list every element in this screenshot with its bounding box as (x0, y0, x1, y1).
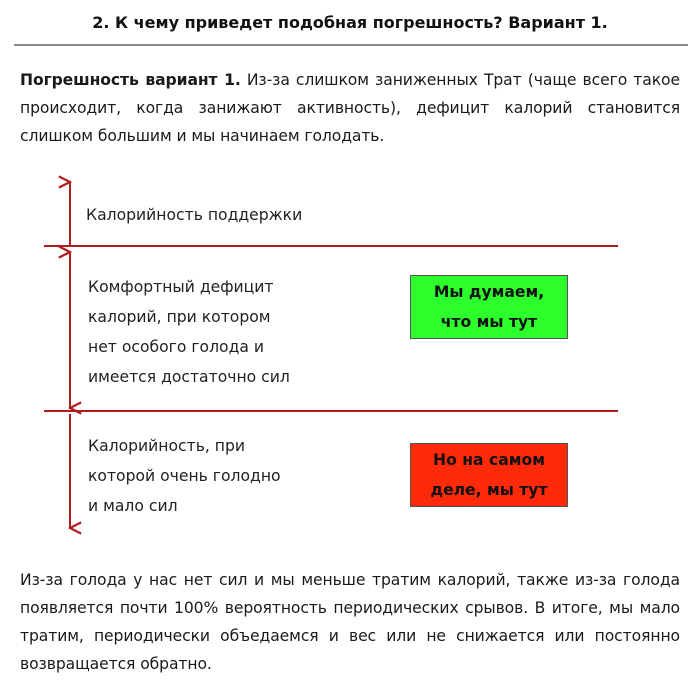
actual-line-1: Но на самом (433, 451, 545, 469)
maintenance-label: Калорийность поддержки (86, 206, 303, 224)
actually-here-box (410, 443, 568, 507)
hunger-line-2: которой очень голодно (88, 467, 281, 485)
hunger-line-3: и мало сил (88, 497, 178, 515)
think-here-box (410, 275, 568, 339)
section-heading: 2. К чему приведет подобная погрешность? Вариант 1. (92, 13, 608, 32)
comfort-line-3: нет особого голода и (88, 338, 265, 356)
think-line-1: Мы думаем, (433, 283, 545, 301)
comfort-line-1: Комфортный дефицит (88, 278, 274, 296)
intro-text: Из-за слишком заниженных Трат (чаще всего такое происходит, когда занижают активность), дефицит калорий становится слишком большим и мы начинаем голодать. (20, 71, 680, 145)
intro-lead: Погрешность вариант 1. (20, 71, 241, 89)
hunger-line-1: Калорийность, при (88, 437, 246, 455)
comfort-line-4: имеется достаточно сил (88, 368, 290, 386)
think-line-2: что мы тут (440, 313, 538, 331)
comfort-line-2: калорий, при котором (88, 308, 271, 326)
comfort-zone-label (88, 272, 290, 392)
conclusion-paragraph: Из-за голода у нас нет сил и мы меньше тратим калорий, также из-за голода появляется почти 100% вероятность периодических срывов. В итоге, мы мало тратим, периодически объедаемся и вес или не снижается или постоянно возвращается обратно. (20, 571, 680, 673)
actual-line-2: деле, мы тут (430, 481, 548, 499)
maintenance-line (44, 245, 618, 247)
hunger-zone-label (88, 431, 281, 521)
comfort-bottom-line (44, 410, 618, 412)
